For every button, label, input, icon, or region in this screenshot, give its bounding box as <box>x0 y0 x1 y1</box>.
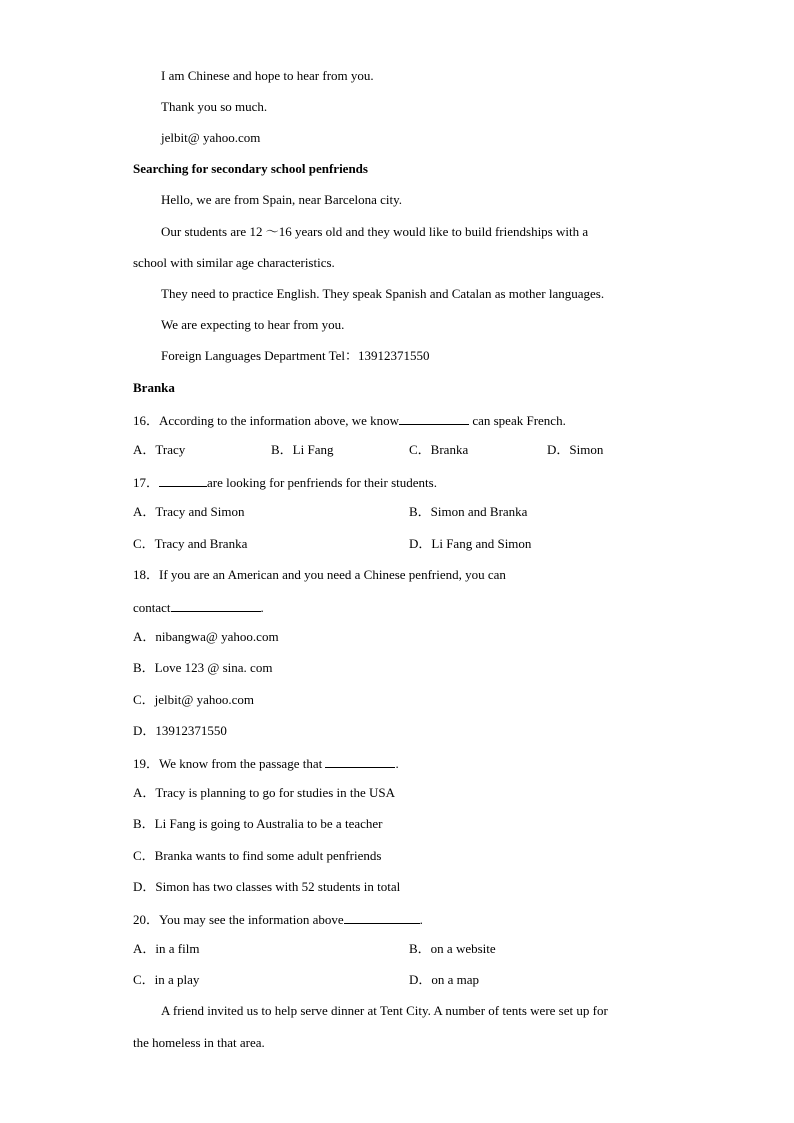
q19-blank <box>325 754 395 768</box>
q20-option-a: A．in a film <box>133 941 200 956</box>
q18-option-b: B．Love 123 @ sina. com <box>133 660 273 675</box>
q17-text-pre: 17． <box>133 475 160 490</box>
q19-option-d: D．Simon has two classes with 52 students in total <box>133 879 401 894</box>
q19-option-a: A．Tracy is planning to go for studies in the USA <box>133 785 396 800</box>
spain-line-5: We are expecting to hear from you. <box>161 317 345 332</box>
tent-city-line-1: A friend invited us to help serve dinner at Tent City. A number of tents were set up for <box>161 1003 608 1018</box>
q19-option-b: B．Li Fang is going to Australia to be a teacher <box>133 816 383 831</box>
q16-option-b: B．Li Fang <box>271 442 334 457</box>
question-20 <box>133 910 423 928</box>
q18-text-pre: contact <box>133 600 171 615</box>
q17-blank <box>159 473 207 487</box>
spain-line-4: They need to practice English. They speak Spanish and Catalan as mother languages. <box>161 286 605 301</box>
spain-line-6: Foreign Languages Department Tel：13912371550 <box>161 348 430 363</box>
q18-option-c: C．jelbit@ yahoo.com <box>133 692 255 707</box>
q20-option-d: D．on a map <box>409 972 480 987</box>
q19-text-pre: 19．We know from the passage that <box>133 756 326 771</box>
spain-line-2: Our students are 12 ～16 years old and they would like to build friendships with a <box>161 224 589 239</box>
q20-text-pre: 20．You may see the information above <box>133 912 344 927</box>
q18-blank <box>171 598 261 612</box>
q16-text-post: can speak French. <box>469 413 566 428</box>
signature-branka: Branka <box>133 380 175 395</box>
q20-option-b: B．on a website <box>409 941 496 956</box>
q18-text-post: . <box>260 600 264 615</box>
q17-option-c: C．Tracy and Branka <box>133 536 248 551</box>
tent-city-line-2: the homeless in that area. <box>133 1035 265 1050</box>
q19-text-post: . <box>395 756 399 771</box>
spain-line-1: Hello, we are from Spain, near Barcelona city. <box>161 192 403 207</box>
question-18: 18．If you are an American and you need a Chinese penfriend, you can <box>133 567 506 582</box>
q18-option-d: D．13912371550 <box>133 723 227 738</box>
intro-email: jelbit@ yahoo.com <box>161 130 261 145</box>
q20-text-post: . <box>419 912 423 927</box>
q16-blank <box>399 411 469 425</box>
q19-option-c: C．Branka wants to find some adult penfriends <box>133 848 382 863</box>
q17-text-post: are looking for penfriends for their students. <box>207 475 437 490</box>
q17-option-b: B．Simon and Branka <box>409 504 528 519</box>
heading-secondary-penfriends: Searching for secondary school penfriends <box>133 161 368 176</box>
q20-blank <box>344 910 420 924</box>
question-18-contact <box>133 598 264 616</box>
q16-text-pre: 16．According to the information above, we know <box>133 413 400 428</box>
question-19 <box>133 754 399 772</box>
question-16 <box>133 411 566 429</box>
intro-line-2: Thank you so much. <box>161 99 268 114</box>
q18-option-a: A．nibangwa@ yahoo.com <box>133 629 279 644</box>
q17-option-d: D．Li Fang and Simon <box>409 536 532 551</box>
spain-line-3: school with similar age characteristics. <box>133 255 335 270</box>
q20-option-c: C．in a play <box>133 972 200 987</box>
intro-line-1: I am Chinese and hope to hear from you. <box>161 68 374 83</box>
q17-option-a: A．Tracy and Simon <box>133 504 245 519</box>
q16-option-d: D．Simon <box>547 442 604 457</box>
question-17 <box>133 473 437 491</box>
q16-option-c: C．Branka <box>409 442 469 457</box>
q16-option-a: A．Tracy <box>133 442 186 457</box>
